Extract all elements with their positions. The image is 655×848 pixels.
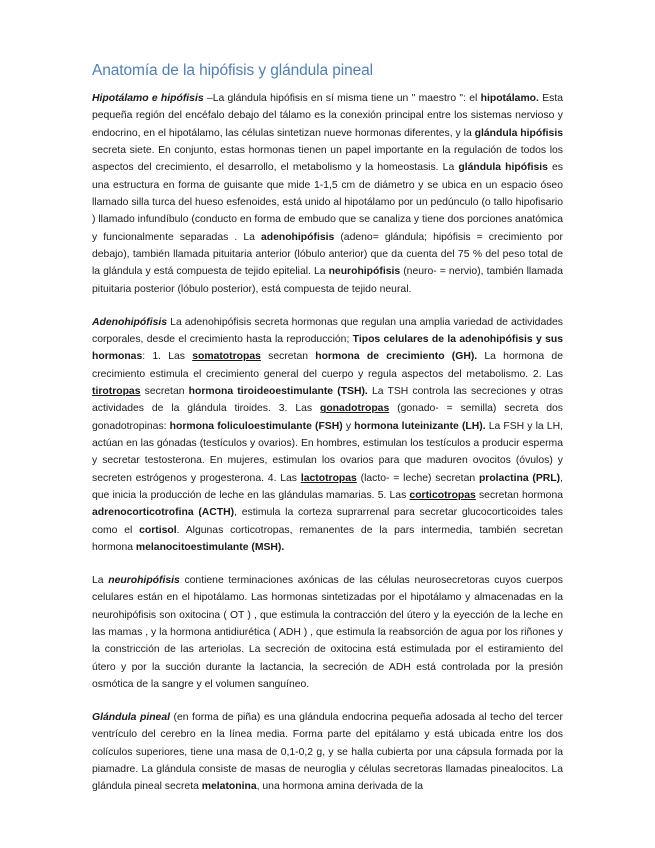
paragraph-hipotalamo-hipofisis: Hipotálamo e hipófisis –La glándula hipófisis en sí misma tiene un " maestro ": el hipotálamo. Esta pequeña región del encéfalo debajo del tálamo es la conexión principal entre los sistemas nervioso y endocrino, en el hipotálamo, las células sintetizan nueve hormonas diferentes, y la glándula hipófisis secreta siete. En conjunto, estas hormonas tienen un papel importante en la regulación de todos los aspectos del crecimiento, el desarrollo, el metabolismo y la homeostasis. La glándula hipófisis es una estructura en forma de guisante que mide 1-1,5 cm de diámetro y se ubica en un espacio óseo llamado silla turca del hueso esfenoides, está unido al hipotálamo por un pedúnculo (o tallo hipofisario ) llamado infundíbulo (conducto en forma de embudo que se canaliza y tiene dos porciones anatómica y funcionalmente separadas . La adenohipófisis (adeno= glándula; hipófisis = crecimiento por debajo), también llamada pituitaria anterior (lóbulo anterior) que da cuenta del 75 % del peso total de la glándula y está compuesta de tejido epitelial. La neurohipófisis (neuro- = nervio), también llamada pituitaria posterior (lóbulo posterior), está compuesta de tejido neural. [92, 93, 564, 295]
paragraph-glandula-pineal: Glándula pineal (en forma de piña) es una glándula endocrina pequeña adosada al techo del tercer ventrículo del cerebro en la línea media. Forma parte del epitálamo y está ubicada entre los dos colículos superiores, tiene una masa de 0,1-0,2 g, y se halla cubierta por una cápsula formada por la piamadre. La glándula consiste de masas de neuroglia y células secretoras llamadas pinealocitos. La glándula pineal secreta melatonina, una hormona amina derivada de la [92, 711, 563, 793]
paragraph-adenohipofisis: Adenohipófisis La adenohipófisis secreta hormonas que regulan una amplia variedad de actividades corporales, desde el crecimiento hasta la reproducción; Tipos celulares de la adenohipófisis y sus hormonas: 1. Las somatotropas secretan hormona de crecimiento (GH). La hormona de crecimiento estimula el crecimiento general del cuerpo y regula aspectos del metabolismo. 2. Las tirotropas secretan hormona tiroideoestimulante (TSH). La TSH controla las secreciones y otras actividades de la glándula tiroides. 3. Las gonadotropas (gonado- = semilla) secreta dos gonadotropinas: hormona foliculoestimulante (FSH) y hormona luteinizante (LH). La FSH y la LH, actúan en las gónadas (testículos y ovarios). En hombres, estimulan los testículos a producir esperma y secretar testosterona. En mujeres, estimulan los ovarios para que maduren ovocitos (óvulos) y secreten estrógenos y progesterona. 4. Las lactotropas (lacto- = leche) secretan prolactina (PRL), que inicia la producción de leche en las glándulas mamarias. 5. Las corticotropas secretan hormona adrenocorticotrofina (ACTH), estimula la corteza suprarrenal para secretar glucocorticoides tales como el cortisol. Algunas corticotropas, remanentes de la pars intermedia, también secretan hormona melanocitoestimulante (MSH). [92, 316, 563, 554]
term-glandula-pineal: Glándula pineal [92, 711, 170, 723]
term-hipotalamo-hipofisis: Hipotálamo e hipófisis [92, 93, 204, 104]
term-neurohipofisis: neurohipófisis [108, 574, 180, 586]
paragraph-neurohipofisis: La neurohipófisis contiene terminaciones axónicas de las células neurosecretoras cuyos cuerpos celulares están en el hipotálamo. Las hormonas sintetizadas por el hipotálamo y almacenadas en la neurohipófisis son oxitocina ( OT ) , que estimula la contracción del útero y la eyección de la leche en las mamas , y la hormona antidiurética ( ADH ) , que estimula la reabsorción de agua por los riñones y la constricción de las arteriolas. La secreción de oxitocina está estimulada por el estiramiento del útero y por la succión durante la lactancia, la secreción de ADH está controlada por la presión osmótica de la sangre y el volumen sanguíneo. [92, 574, 563, 690]
page-title: Anatomía de la hipófisis y glándula pineal [92, 62, 374, 79]
term-adenohipofisis: Adenohipófisis [92, 316, 168, 328]
